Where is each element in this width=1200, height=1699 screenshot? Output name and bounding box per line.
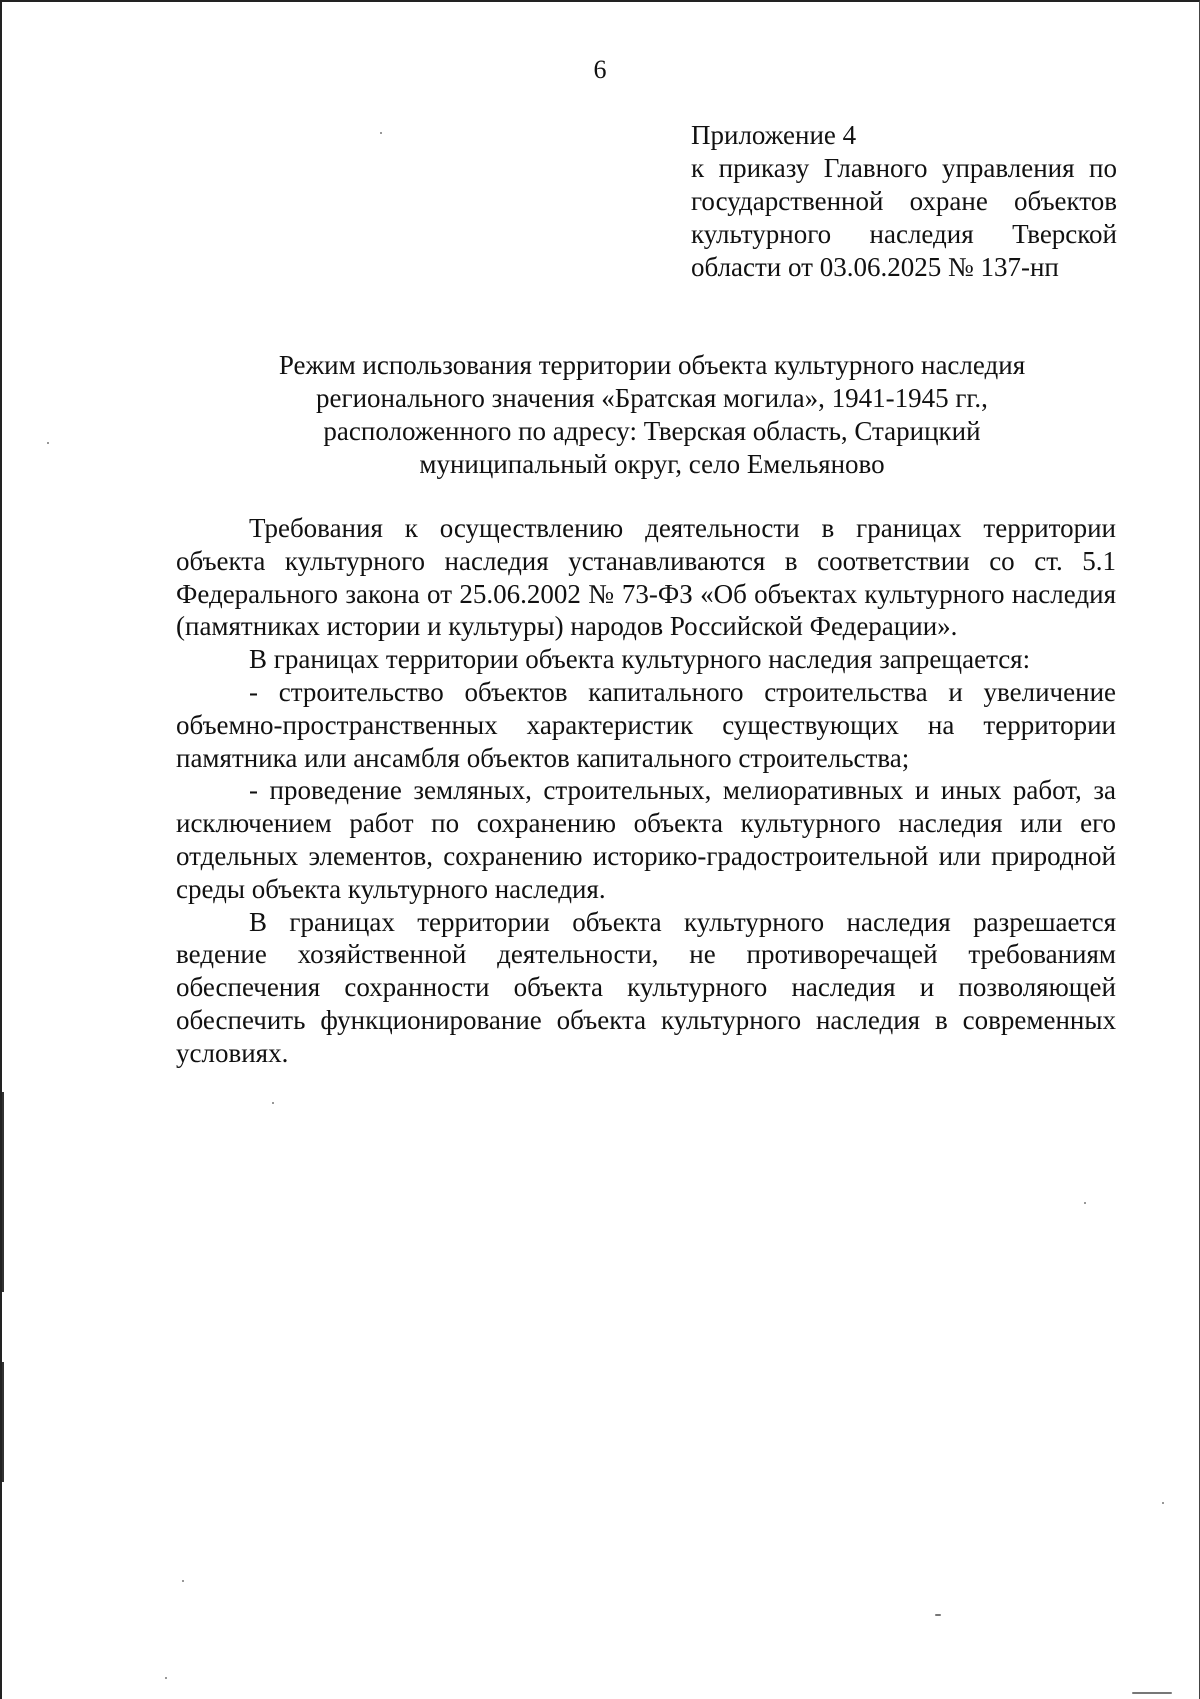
scan-speck (380, 132, 382, 134)
appendix-header (691, 119, 1117, 284)
body-paragraph: - строительство объектов капитального строительства и увеличение объемно-пространственных характеристик существующих на территории памятника или ансамбля объектов капитального строительства; (176, 676, 1116, 773)
body-paragraph: В границах территории объекта культурного наследия разрешается ведение хозяйственной деятельности, не противоречащей требованиям обеспечения сохранности объекта культурного наследия и позволяющей обеспечить функционирование объекта культурного наследия в современных условиях. (176, 906, 1116, 1068)
document-title (202, 349, 1102, 481)
title-line: расположенного по адресу: Тверская область, Старицкий (323, 416, 981, 446)
appendix-line: культурного наследия Тверской (691, 219, 1117, 249)
appendix-line: области от 03.06.2025 № 137-нп (691, 252, 1059, 282)
body-paragraph: - проведение земляных, строительных, мелиоративных и иных работ, за исключением работ по сохранению объекта культурного наследия или его отдельных элементов, сохранению историко-градостроительной или природной среды объекта культурного наследия. (176, 775, 1116, 904)
document-body (176, 512, 1116, 1070)
appendix-line: к приказу Главного управления по (691, 153, 1117, 183)
scan-speck (182, 1580, 184, 1582)
scan-speck (1084, 1202, 1086, 1204)
title-line: Режим использования территории объекта культурного наследия (278, 350, 1026, 380)
body-paragraph: В границах территории объекта культурного наследия запрещается: (249, 644, 1031, 675)
page-number: 6 (593, 55, 607, 84)
appendix-line: государственной охране объектов (691, 186, 1117, 216)
appendix-title: Приложение 4 (691, 120, 857, 150)
title-line: муниципальный округ, село Емельяново (419, 449, 885, 479)
body-paragraph: Требования к осуществлению деятельности в границах территории объекта культурного наследия устанавливаются в соответствии со ст. 5.1 Федерального закона от 25.06.2002 № 73-ФЗ «Об объектах культурного наследия (памятниках истории и культуры) народов Российской Федерации». (176, 513, 1116, 642)
scan-speck (1132, 1692, 1172, 1694)
scan-edge-mark (2, 1092, 4, 1292)
scan-edge-mark (2, 1362, 4, 1482)
scan-speck (935, 1614, 941, 1616)
scan-speck (165, 1677, 167, 1679)
title-line: регионального значения «Братская могила», 1941-1945 гг., (316, 383, 988, 413)
scan-speck (1162, 1502, 1164, 1504)
scan-speck (272, 1102, 274, 1104)
scan-speck (47, 442, 49, 444)
